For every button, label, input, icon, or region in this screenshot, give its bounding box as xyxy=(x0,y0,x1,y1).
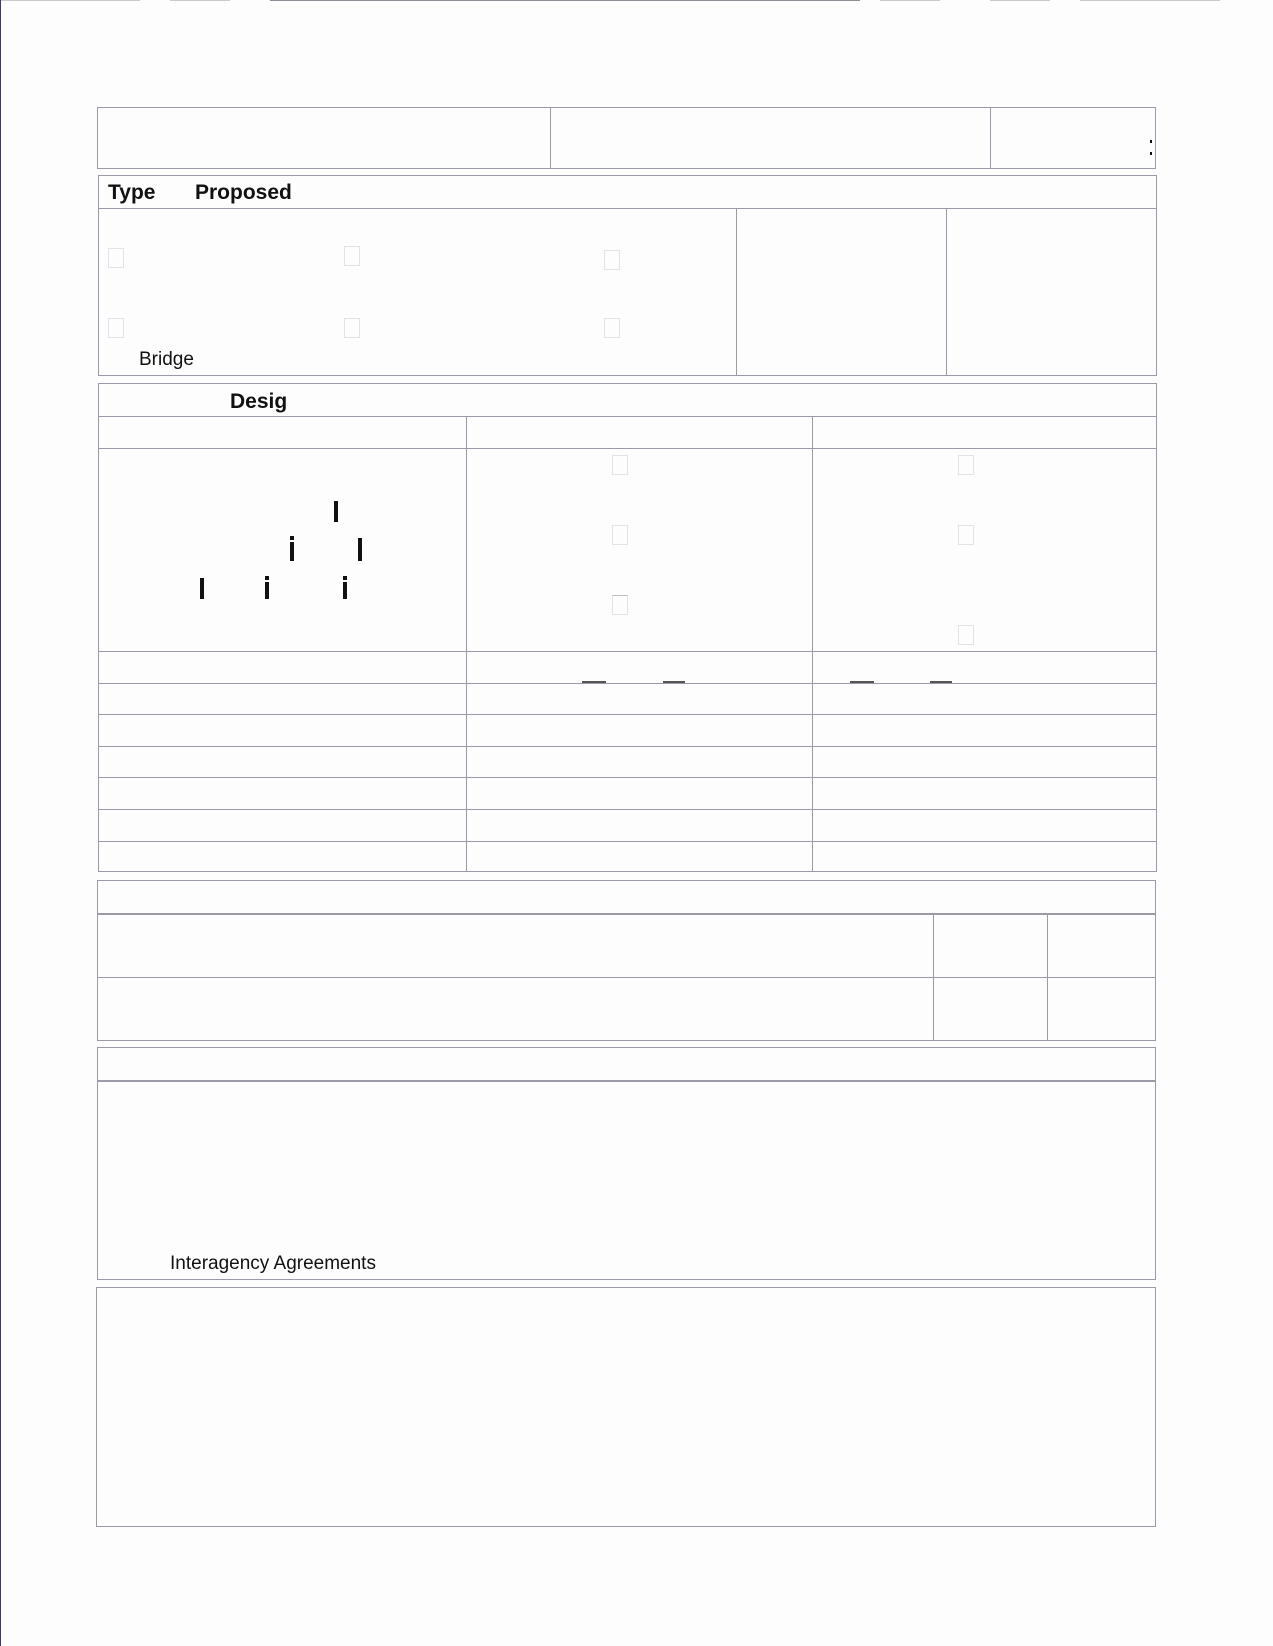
glyph-fragment-2 xyxy=(290,542,294,561)
design-checkbox-a3[interactable] xyxy=(612,595,628,615)
bridge-option-label: Bridge xyxy=(139,349,194,370)
design-checkbox-a1[interactable] xyxy=(612,455,628,475)
glyph-fragment-3 xyxy=(358,538,362,561)
proposed-label: Proposed xyxy=(195,181,292,204)
header-mark-2 xyxy=(1150,152,1152,155)
design-section-header xyxy=(98,383,1157,417)
agreements-panel xyxy=(97,1080,1156,1280)
glyph-dot-5 xyxy=(265,576,269,580)
scan-left-edge xyxy=(0,0,1,1646)
design-dash-2 xyxy=(663,681,685,683)
type-checkbox-3[interactable] xyxy=(604,250,620,270)
design-dash-3 xyxy=(850,681,874,683)
glyph-fragment-1 xyxy=(334,501,338,522)
scan-top-edge xyxy=(0,0,1273,2)
glyph-dot-2 xyxy=(290,536,294,540)
type-label: Type xyxy=(108,181,156,204)
agreements-section-header xyxy=(97,1047,1156,1082)
glyph-fragment-5 xyxy=(265,582,269,599)
design-dash-4 xyxy=(930,681,952,683)
type-checkbox-6[interactable] xyxy=(604,318,620,338)
design-dash-1 xyxy=(582,681,606,683)
middle-section-table xyxy=(97,913,1156,1041)
design-checkbox-b2[interactable] xyxy=(958,525,974,545)
design-table xyxy=(98,416,1157,872)
glyph-dot-6 xyxy=(343,576,347,580)
design-checkbox-b1[interactable] xyxy=(958,455,974,475)
type-checkbox-4[interactable] xyxy=(108,318,124,338)
type-checkbox-5[interactable] xyxy=(344,318,360,338)
design-checkbox-a2[interactable] xyxy=(612,525,628,545)
interagency-agreements-label: Interagency Agreements xyxy=(170,1253,376,1274)
type-checkbox-2[interactable] xyxy=(344,246,360,266)
comments-box xyxy=(96,1287,1156,1527)
glyph-fragment-6 xyxy=(343,582,347,599)
glyph-fragment-4 xyxy=(200,578,204,599)
type-section-header xyxy=(98,175,1157,209)
middle-section-header xyxy=(97,880,1156,915)
header-info-table xyxy=(97,107,1156,169)
design-label: Desig xyxy=(230,390,288,413)
project-type-panel xyxy=(98,208,1157,376)
design-checkbox-b3[interactable] xyxy=(958,625,974,645)
header-mark-1 xyxy=(1150,140,1152,143)
type-checkbox-1[interactable] xyxy=(108,248,124,268)
